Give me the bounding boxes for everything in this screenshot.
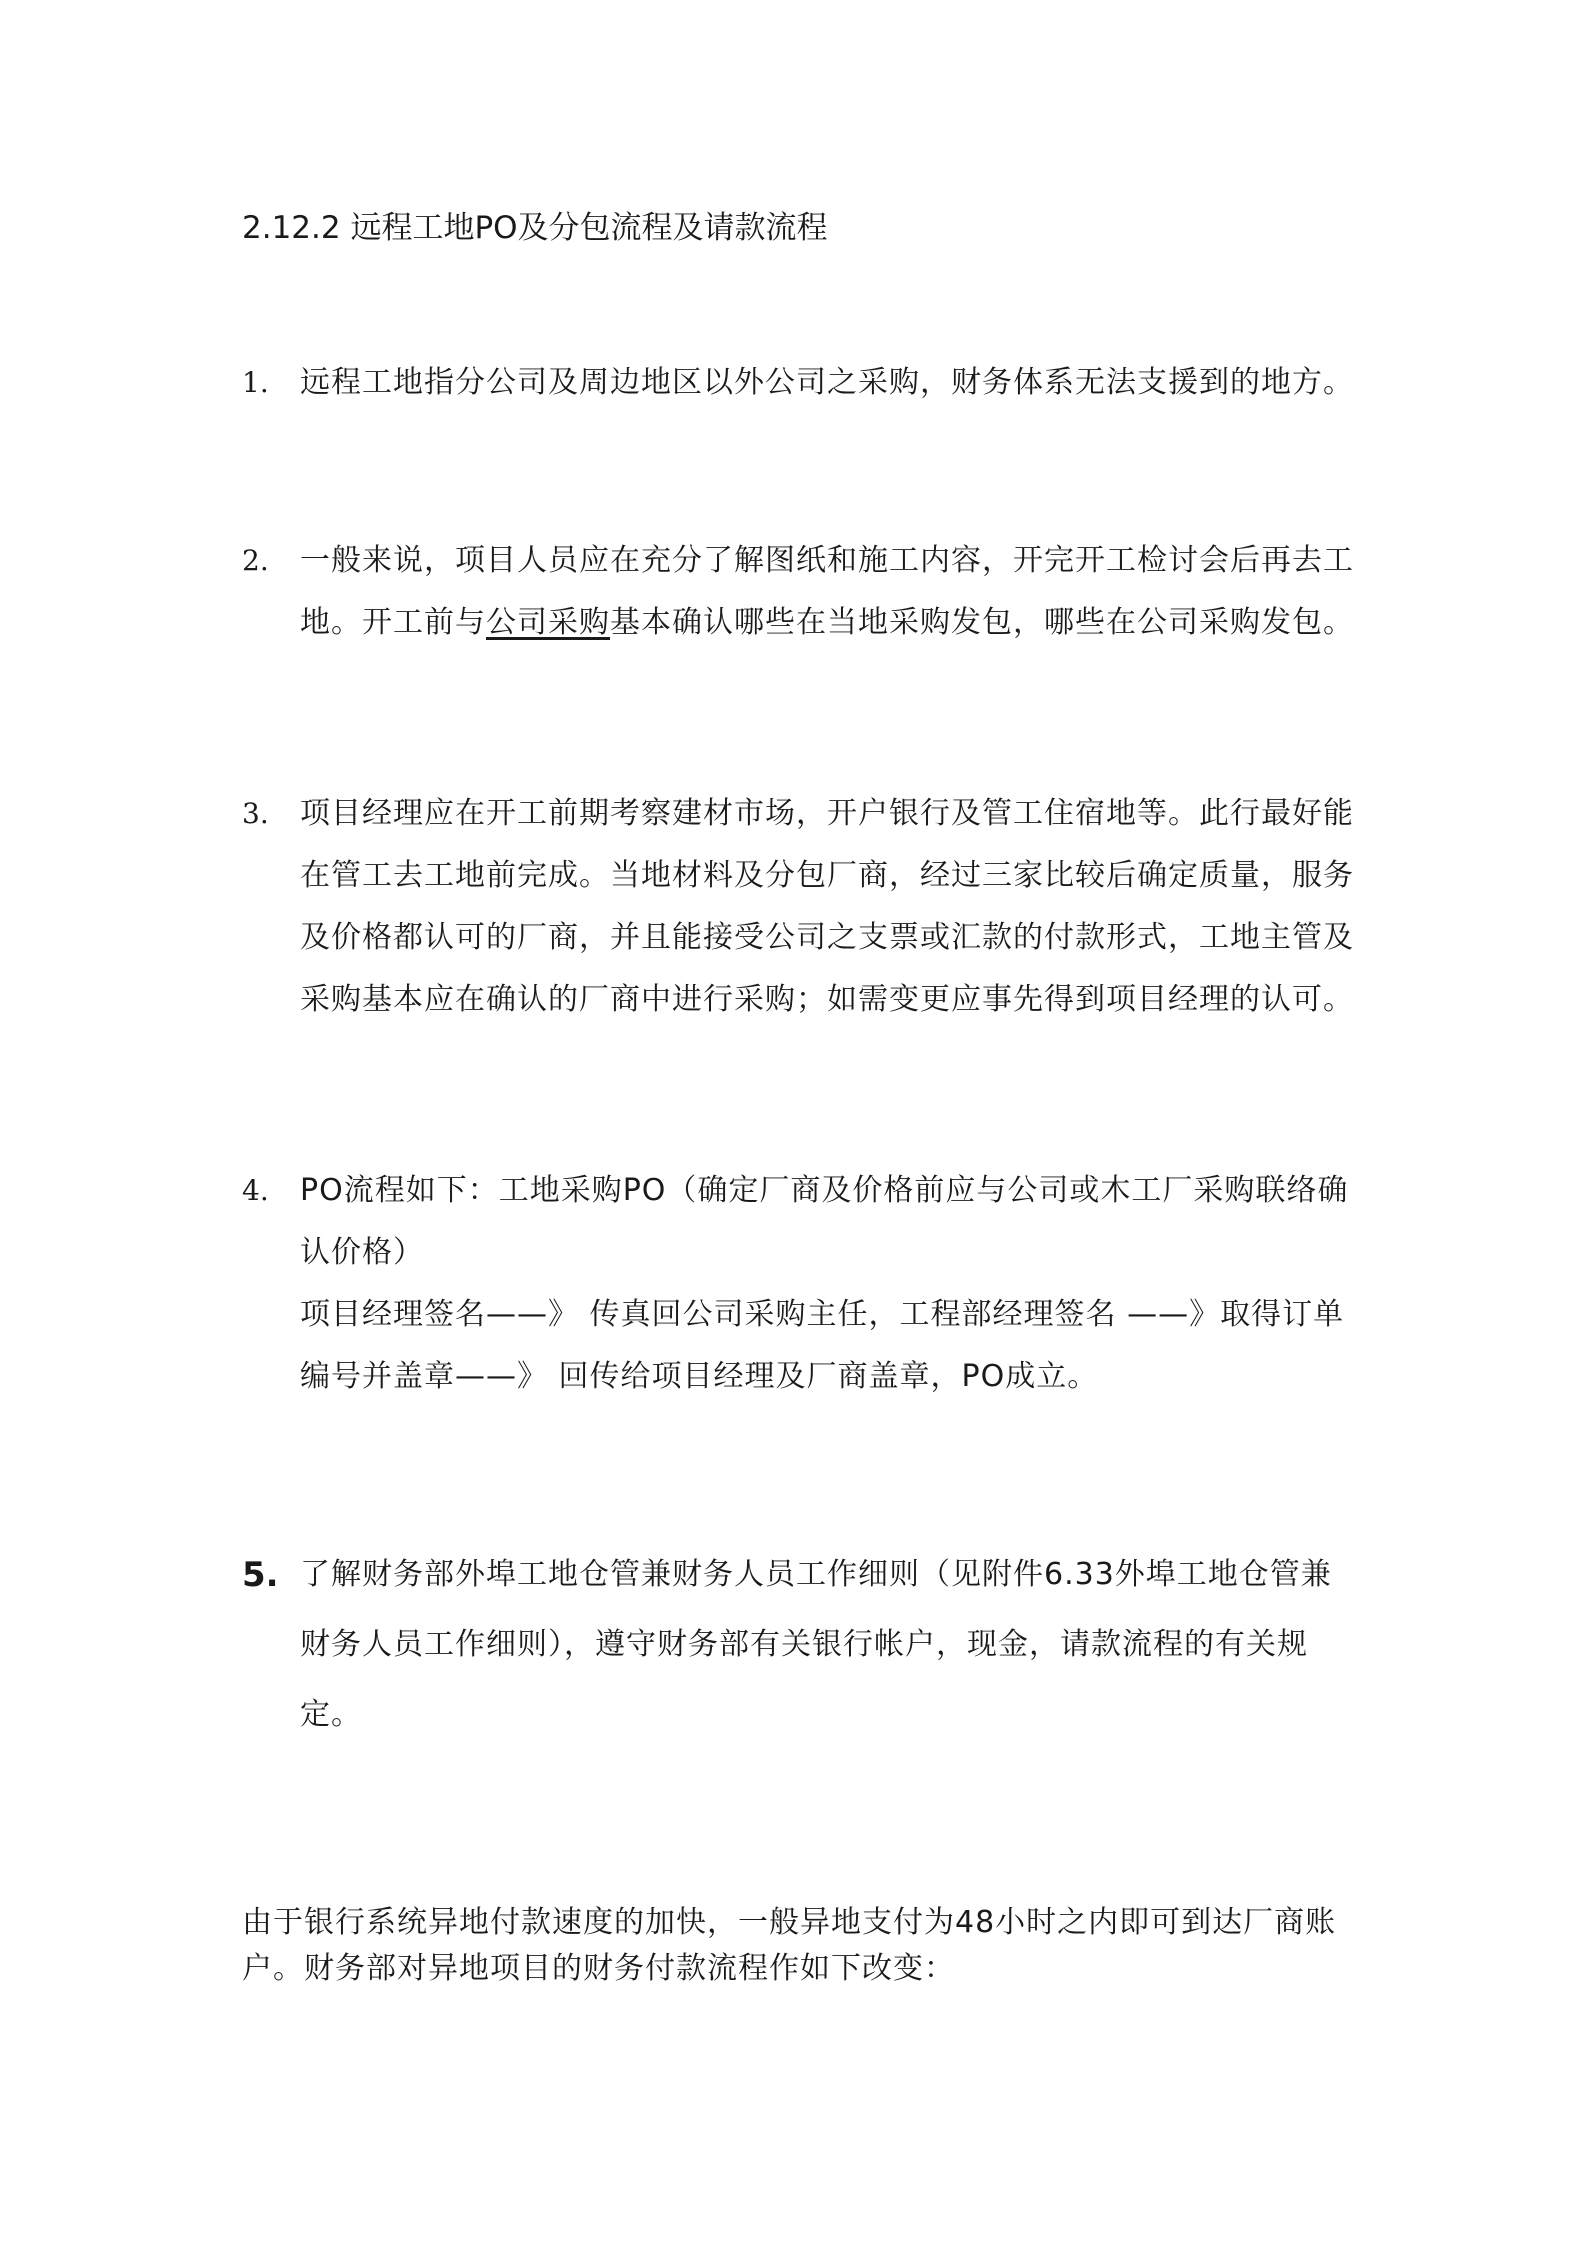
item-number: 5. <box>242 1555 279 1595</box>
item-text-before: 一般来说，项目人员应在充分了解图纸和施工内容，开完开工检讨会后再去工地。开工前与 <box>300 543 1354 640</box>
list-item-1 <box>242 352 1362 414</box>
item-number: 4. <box>242 1174 269 1207</box>
item-text: 项目经理应在开工前期考察建材市场，开户银行及管工住宿地等。此行最好能在管工去工地前完成。当地材料及分包厂商，经过三家比较后确定质量，服务及价格都认可的厂商，并且能接受公司之支票或汇款的付款形式，工地主管及采购基本应在确认的厂商中进行采购；如需变更应事先得到项目经理的认可。 <box>300 796 1354 1017</box>
po-flow: 项目经理签名——》 传真回公司采购主任，工程部经理签名 ——》取得订单编号并盖章——》 回传给项目经理及厂商盖章，PO成立。 <box>300 1297 1345 1394</box>
item-text <box>300 1160 1360 1408</box>
closing-text: 由于银行系统异地付款速度的加快，一般异地支付为48小时之内即可到达厂商账户。财务部对异地项目的财务付款流程作如下改变： <box>242 1905 1337 1986</box>
closing-paragraph <box>242 1900 1362 1992</box>
list-item-5 <box>242 1540 1362 1750</box>
item-text <box>300 530 1360 654</box>
item-text: 远程工地指分公司及周边地区以外公司之采购，财务体系无法支援到的地方。 <box>300 365 1354 400</box>
section-heading: 2.12.2 远程工地PO及分包流程及请款流程 <box>242 210 828 246</box>
item-number: 3. <box>242 797 269 830</box>
list-item-3 <box>242 783 1362 1031</box>
item-text: 了解财务部外埠工地仓管兼财务人员工作细则（见附件6.33外埠工地仓管兼财务人员工作细则），遵守财务部有关银行帐户，现金，请款流程的有关规定。 <box>300 1557 1332 1732</box>
item-number: 1. <box>242 366 269 399</box>
item-number: 2. <box>242 544 269 577</box>
list-item-2 <box>242 530 1362 654</box>
underlined-term: 公司采购 <box>486 605 610 640</box>
item-text-after: 基本确认哪些在当地采购发包，哪些在公司采购发包。 <box>610 605 1354 640</box>
po-intro: PO流程如下：工地采购PO（确定厂商及价格前应与公司或木工厂采购联络确认价格） <box>300 1173 1349 1270</box>
list-item-4 <box>242 1160 1362 1408</box>
